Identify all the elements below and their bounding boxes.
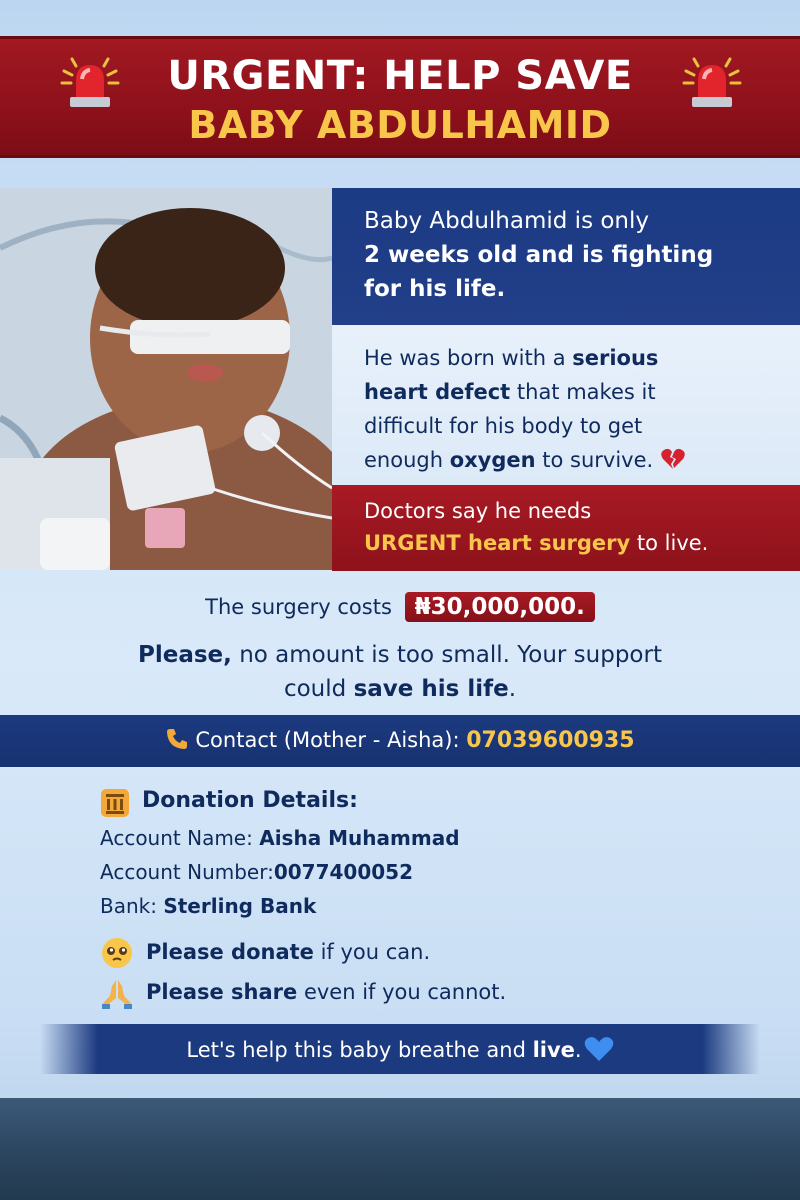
cost-amount-badge: ₦30,000,000. [405, 592, 595, 622]
footer-band [0, 1098, 800, 1200]
plea-line-2-end: . [508, 676, 517, 702]
donation-heading: Donation Details: [142, 788, 358, 813]
donate-cta-rest: if you can. [313, 940, 431, 964]
plea-line-2: could [283, 676, 354, 702]
bank-value: Sterling Bank [163, 894, 317, 918]
condition-line-1: He was born with a [364, 346, 573, 370]
header-banner [0, 36, 800, 158]
account-name-row [100, 826, 460, 850]
condition-line-4-end: to survive. [535, 448, 660, 472]
surgery-line-1: Doctors say he needs [364, 499, 592, 523]
condition-line-4: enough [364, 448, 450, 472]
donate-cta [146, 940, 430, 964]
share-cta [146, 980, 506, 1004]
closing-text-end: . [574, 1038, 582, 1062]
share-cta-rest: even if you cannot. [297, 980, 507, 1004]
contact-bar [0, 715, 800, 767]
surgery-line-2: to live. [630, 531, 709, 555]
account-name-label: Account Name: [100, 826, 260, 850]
condition-panel [332, 325, 800, 485]
condition-line-3: difficult for his body to get [364, 414, 643, 438]
donate-cta-bold: Please donate [146, 940, 314, 964]
closing-text-main: Let's help this baby breathe and [186, 1038, 533, 1062]
condition-bold-serious: serious [572, 346, 659, 370]
cost-label: The surgery costs [205, 595, 392, 619]
condition-bold-oxygen: oxygen [449, 448, 536, 472]
intro-line-3: for his life. [364, 276, 506, 302]
closing-ribbon [40, 1024, 760, 1074]
header-subtitle: BABY ABDULHAMID [188, 103, 612, 147]
contact-label: Contact (Mother - Aisha): [195, 728, 467, 752]
baby-photo [0, 188, 332, 570]
account-number-label: Account Number: [100, 860, 274, 884]
account-number-value[interactable]: 0077400052 [273, 860, 414, 884]
contact-phone-number[interactable]: 07039600935 [466, 728, 635, 753]
condition-line-2: that makes it [510, 380, 656, 404]
bank-row [100, 894, 316, 918]
surgery-panel [332, 485, 800, 571]
baby-illustration [0, 188, 332, 570]
plea-bold-please: Please, [138, 642, 232, 668]
bank-label: Bank: [100, 894, 164, 918]
bank-icon [100, 788, 130, 818]
closing-text [40, 1036, 760, 1062]
surgery-text [364, 495, 784, 559]
plea-text [60, 638, 740, 706]
broken-heart-icon [660, 447, 686, 471]
account-name-value[interactable]: Aisha Muhammad [259, 826, 460, 850]
pleading-face-icon [100, 936, 134, 970]
intro-line-1: Baby Abdulhamid is only [364, 208, 650, 234]
plea-bold-save: save his life [353, 676, 509, 702]
phone-icon [165, 727, 189, 751]
condition-text [364, 341, 784, 477]
header-title: URGENT: HELP SAVE [167, 53, 633, 99]
contact-text [0, 727, 800, 753]
praying-hands-icon [100, 976, 134, 1010]
plea-line-1: no amount is too small. Your support [231, 642, 662, 668]
condition-bold-heart-defect: heart defect [364, 380, 511, 404]
intro-text [364, 204, 784, 306]
account-number-row [100, 860, 413, 884]
cost-row [0, 592, 800, 622]
surgery-urgent-text: URGENT heart surgery [364, 531, 631, 555]
blue-heart-icon [584, 1036, 614, 1062]
closing-text-bold: live [532, 1038, 575, 1062]
share-cta-bold: Please share [146, 980, 298, 1004]
intro-line-2: 2 weeks old and is fighting [364, 242, 714, 268]
intro-panel [332, 188, 800, 325]
